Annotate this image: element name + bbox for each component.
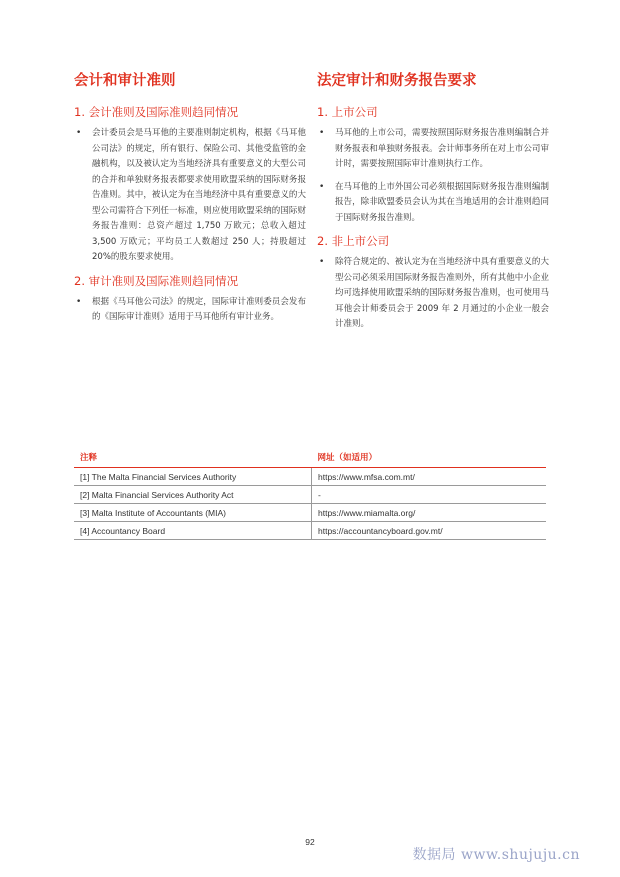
table-cell-url: -: [312, 486, 547, 504]
section-title-accounting-audit-standards: 会计和审计准则: [74, 73, 176, 89]
table-row: [74, 468, 546, 486]
table-cell-note: [3] Malta Institute of Accountants (MIA): [74, 504, 312, 522]
page-number: 92: [305, 837, 315, 847]
bullet-list: [74, 295, 306, 326]
table-row: [74, 486, 546, 504]
table-row: [74, 522, 546, 540]
bullet-icon: •: [319, 181, 325, 192]
table-cell-url[interactable]: https://www.mfsa.com.mt/: [312, 468, 547, 486]
watermark: 数据局 www.shujuju.cn: [412, 847, 580, 863]
subheading-audit-standards: 2. 审计准则及国际准则趋同情况: [74, 273, 239, 288]
section-title-statutory-audit: 法定审计和财务报告要求: [317, 73, 477, 89]
table-cell-note: [1] The Malta Financial Services Authority: [74, 468, 312, 486]
table-cell-note: [2] Malta Financial Services Authority Act: [74, 486, 312, 504]
bullet-list: [317, 126, 549, 226]
list-item: • 除符合规定的、被认定为在当地经济中具有重要意义的大型公司必须采用国际财务报告准则外，所有其他中小企业均可选择使用欧盟采纳的国际财务报告准则，也可使用马耳他会计师委员会于 2009 年 2 月通过的小企业一般会计准则。: [319, 257, 549, 329]
notes-table: [74, 447, 546, 540]
subheading-unlisted-companies: 2. 非上市公司: [317, 234, 390, 248]
bullet-list: [74, 126, 306, 266]
bullet-icon: •: [319, 128, 325, 138]
column-header-notes: 注释: [74, 447, 312, 468]
right-column: [317, 70, 549, 340]
table-header-row: [74, 447, 546, 468]
list-item: • 根据《马耳他公司法》的规定，国际审计准则委员会发布的《国际审计准则》适用于马耳他所有审计业务。: [76, 296, 306, 322]
bullet-icon: •: [319, 257, 325, 267]
subheading-accounting-standards: 1. 会计准则及国际准则趋同情况: [74, 105, 239, 119]
list-item: • 在马耳他的上市外国公司必须根据国际财务报告准则编制报告，除非欧盟委员会认为其在当地适用的会计准则趋同于国际财务报告准则。: [319, 181, 549, 223]
table-row: [74, 504, 546, 522]
table-cell-note: [4] Accountancy Board: [74, 522, 312, 540]
table-cell-url[interactable]: https://accountancyboard.gov.mt/: [312, 522, 547, 540]
bullet-icon: •: [76, 296, 82, 307]
column-header-url: 网址（如适用）: [312, 447, 547, 468]
list-item: • 马耳他的上市公司，需要按照国际财务报告准则编制合并财务报表和单独财务报表。会计师事务所在对上市公司审计时，需要按照国际审计准则执行工作。: [319, 128, 549, 169]
bullet-icon: •: [76, 128, 82, 138]
table-cell-url[interactable]: https://www.miamalta.org/: [312, 504, 547, 522]
bullet-list: [317, 255, 549, 333]
subheading-listed-companies: 1. 上市公司: [317, 105, 378, 119]
left-column: [74, 70, 306, 333]
list-item: • 会计委员会是马耳他的主要准则制定机构，根据《马耳他公司法》的规定，所有银行、保险公司、其他受监管的金融机构，以及被认定为当地经济具有重要意义的大型公司的合并和单独财务报表都要求使用欧盟采纳的国际财务报告准则。其中，被认定为在当地经济中具有重要意义的大型公司需符合下列任一标准，则应使用欧盟采纳的国际财务报告准则：总资产超过 1,750 万欧元；总收入超过 3,500 万欧元；平均员工人数超过 250 人；持股超过 20%的股东要求使用。: [76, 128, 306, 262]
